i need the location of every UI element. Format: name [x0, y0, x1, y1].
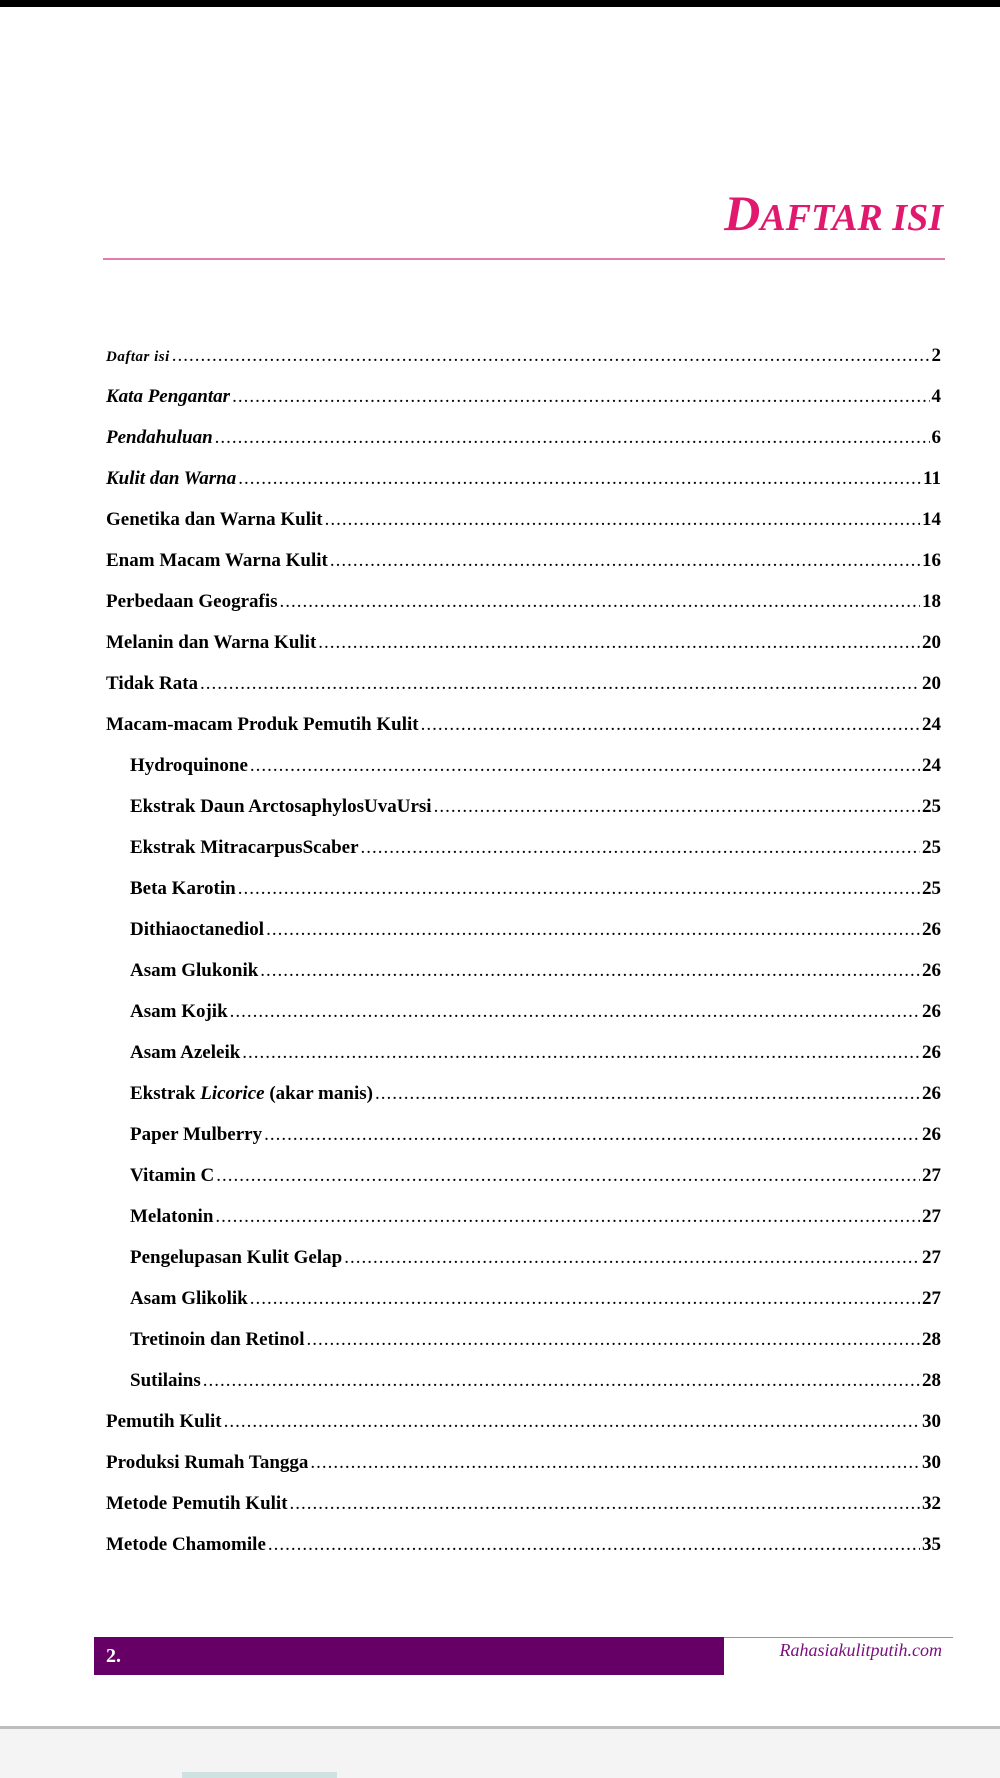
- toc-dot-leader: [268, 1534, 920, 1556]
- toc-entry-label-part: Licorice: [200, 1083, 265, 1104]
- toc-dot-leader: [361, 837, 920, 859]
- toc-entry-page: 24: [922, 755, 941, 776]
- toc-entry[interactable]: [106, 796, 941, 837]
- toc-entry[interactable]: [106, 468, 941, 509]
- toc-dot-leader: [264, 1124, 920, 1146]
- toc-entry[interactable]: [106, 1370, 941, 1411]
- footer-band: [94, 1637, 724, 1675]
- toc-entry[interactable]: [106, 1083, 941, 1124]
- toc-dot-leader: [200, 673, 920, 695]
- toc-entry-page: 28: [922, 1370, 941, 1391]
- toc-dot-leader: [290, 1493, 920, 1515]
- toc-entry-label: Tidak Rata: [106, 673, 199, 694]
- toc-entry-label-part: (akar manis): [264, 1083, 373, 1104]
- toc-dot-leader: [250, 1288, 920, 1310]
- toc-entry[interactable]: [106, 386, 941, 427]
- toc-entry[interactable]: [106, 1493, 941, 1534]
- toc-entry-page: 27: [922, 1165, 941, 1186]
- toc-entry[interactable]: [106, 1165, 941, 1206]
- toc-dot-leader: [344, 1247, 920, 1269]
- toc-entry-page: 2: [931, 345, 941, 366]
- title-underline: [103, 258, 945, 260]
- toc-entry[interactable]: [106, 550, 941, 591]
- toc-entry-page: 26: [922, 1001, 941, 1022]
- toc-dot-leader: [307, 1329, 920, 1351]
- toc-entry-label: Asam Azeleik: [130, 1042, 241, 1063]
- toc-entry-page: 26: [922, 919, 941, 940]
- toc-dot-leader: [215, 427, 930, 449]
- toc-entry[interactable]: [106, 1247, 941, 1288]
- toc-entry[interactable]: [106, 714, 941, 755]
- toc-entry-label: Ekstrak Daun ArctosaphylosUvaUrsi: [130, 796, 432, 817]
- toc-entry-page: 30: [922, 1452, 941, 1473]
- toc-dot-leader: [203, 1370, 920, 1392]
- toc-entry-label: Ekstrak MitracarpusScaber: [130, 837, 359, 858]
- toc-entry-page: 6: [931, 427, 941, 448]
- toc-entry-label: Pemutih Kulit: [106, 1411, 222, 1432]
- toc-entry-page: 25: [922, 796, 941, 817]
- toc-entry-page: 35: [922, 1534, 941, 1555]
- viewer-bottom-strip: [0, 1729, 1000, 1778]
- toc-entry-label: Asam Kojik: [130, 1001, 228, 1022]
- footer-rule: [724, 1637, 953, 1638]
- toc-entry[interactable]: [106, 919, 941, 960]
- toc-dot-leader: [238, 878, 920, 900]
- toc-entry-label: Sutilains: [130, 1370, 201, 1391]
- toc-entry[interactable]: [106, 755, 941, 796]
- toc-entry-label: Paper Mulberry: [130, 1124, 263, 1145]
- viewer-scroll-tab[interactable]: [182, 1772, 337, 1778]
- toc-entry-page: 27: [922, 1247, 941, 1268]
- toc-entry-page: 28: [922, 1329, 941, 1350]
- toc-entry-page: 25: [922, 878, 941, 899]
- toc-dot-leader: [310, 1452, 920, 1474]
- toc-entry-label: Melatonin: [130, 1206, 214, 1227]
- toc-dot-leader: [250, 755, 920, 777]
- toc-entry-label: Asam Glukonik: [130, 960, 259, 981]
- toc-entry-page: 27: [922, 1206, 941, 1227]
- toc-dot-leader: [375, 1083, 920, 1105]
- toc-entry-label: Macam-macam Produk Pemutih Kulit: [106, 714, 419, 735]
- toc-entry-page: 26: [922, 1042, 941, 1063]
- title-initial: D: [724, 185, 761, 241]
- toc-entry-page: 20: [922, 673, 941, 694]
- toc-entry[interactable]: [106, 509, 941, 550]
- toc-entry-label: Daftar isi: [106, 349, 170, 365]
- toc-entry[interactable]: [106, 591, 941, 632]
- toc-dot-leader: [230, 1001, 920, 1023]
- title-rest: AFTAR ISI: [760, 197, 943, 239]
- toc-entry-label-part: Ekstrak: [130, 1083, 201, 1104]
- toc-entry[interactable]: [106, 1288, 941, 1329]
- toc-dot-leader: [260, 960, 920, 982]
- footer-page-number: 2.: [106, 1645, 121, 1667]
- toc-entry-page: 32: [922, 1493, 941, 1514]
- top-border: [0, 0, 1000, 7]
- toc-entry-label: Genetika dan Warna Kulit: [106, 509, 323, 530]
- toc-entry[interactable]: [106, 1001, 941, 1042]
- toc-entry-page: 20: [922, 632, 941, 653]
- toc-entry-page: 14: [922, 509, 941, 530]
- toc-entry[interactable]: [106, 1452, 941, 1493]
- toc-entry-label: Kata Pengantar: [106, 386, 231, 407]
- toc-entry-label: Melanin dan Warna Kulit: [106, 632, 317, 653]
- toc-dot-leader: [266, 919, 920, 941]
- toc-entry[interactable]: [106, 1042, 941, 1083]
- toc-entry[interactable]: [106, 345, 941, 386]
- toc-dot-leader: [325, 509, 920, 531]
- toc-dot-leader: [232, 386, 929, 408]
- toc-entry-label: Produksi Rumah Tangga: [106, 1452, 309, 1473]
- toc-dot-leader: [330, 550, 920, 572]
- toc-entry-page: 30: [922, 1411, 941, 1432]
- toc-dot-leader: [172, 345, 930, 367]
- toc-entry-label: [130, 1083, 373, 1105]
- toc-dot-leader: [421, 714, 920, 736]
- toc-entry-label: Metode Pemutih Kulit: [106, 1493, 288, 1514]
- toc-entry[interactable]: [106, 1534, 941, 1575]
- toc-entry[interactable]: [106, 1411, 941, 1452]
- page-title: [724, 185, 943, 241]
- toc-entry-page: 25: [922, 837, 941, 858]
- toc-entry-page: 16: [922, 550, 941, 571]
- toc-dot-leader: [434, 796, 920, 818]
- table-of-contents: [106, 345, 941, 1575]
- toc-entry-label: Hydroquinone: [130, 755, 248, 776]
- toc-entry[interactable]: [106, 673, 941, 714]
- toc-dot-leader: [238, 468, 921, 490]
- toc-dot-leader: [215, 1206, 920, 1228]
- toc-entry-page: 26: [922, 1083, 941, 1104]
- toc-entry[interactable]: [106, 1206, 941, 1247]
- toc-dot-leader: [318, 632, 920, 654]
- toc-entry-label: Beta Karotin: [130, 878, 236, 899]
- toc-entry[interactable]: [106, 1124, 941, 1165]
- toc-dot-leader: [242, 1042, 920, 1064]
- toc-entry-page: 4: [931, 386, 941, 407]
- toc-dot-leader: [216, 1165, 920, 1187]
- footer-site-name: Rahasiakulitputih.com: [779, 1640, 942, 1660]
- toc-entry-page: 24: [922, 714, 941, 735]
- toc-entry[interactable]: [106, 427, 941, 468]
- toc-entry-label: Kulit dan Warna: [106, 468, 237, 489]
- toc-dot-leader: [280, 591, 920, 613]
- toc-entry-page: 18: [922, 591, 941, 612]
- toc-entry[interactable]: [106, 1329, 941, 1370]
- toc-entry-page: 11: [923, 468, 941, 489]
- toc-entry-label: Enam Macam Warna Kulit: [106, 550, 328, 571]
- toc-entry-label: Vitamin C: [130, 1165, 215, 1186]
- toc-dot-leader: [224, 1411, 920, 1433]
- toc-entry-page: 27: [922, 1288, 941, 1309]
- toc-entry-label: Asam Glikolik: [130, 1288, 248, 1309]
- toc-entry[interactable]: [106, 878, 941, 919]
- toc-entry-label: Pengelupasan Kulit Gelap: [130, 1247, 343, 1268]
- toc-entry-label: Metode Chamomile: [106, 1534, 266, 1555]
- toc-entry[interactable]: [106, 960, 941, 1001]
- toc-entry-page: 26: [922, 1124, 941, 1145]
- toc-entry-label: Perbedaan Geografis: [106, 591, 278, 612]
- toc-entry-page: 26: [922, 960, 941, 981]
- toc-entry[interactable]: [106, 632, 941, 673]
- toc-entry-label: Pendahuluan: [106, 427, 213, 448]
- toc-entry-label: Tretinoin dan Retinol: [130, 1329, 305, 1350]
- toc-entry-label: Dithiaoctanediol: [130, 919, 265, 940]
- toc-entry[interactable]: [106, 837, 941, 878]
